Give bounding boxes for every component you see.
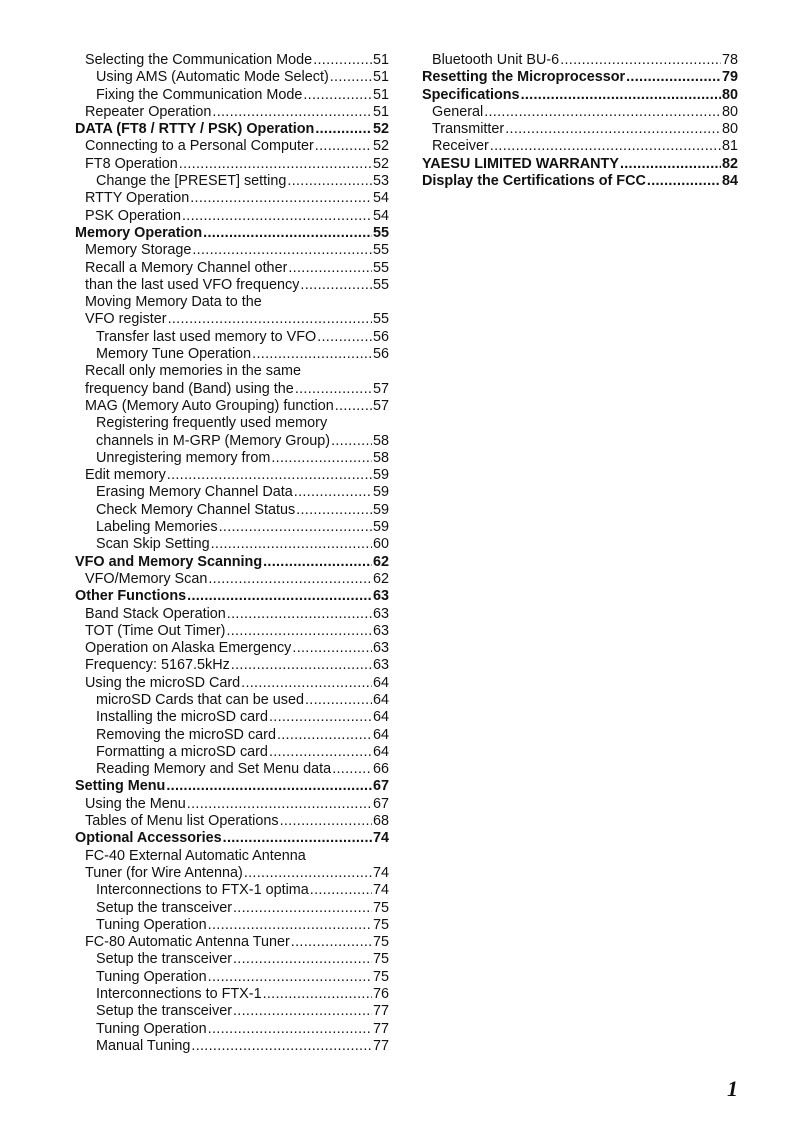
toc-entry-title: Repeater Operation [85,103,212,120]
toc-entry-title: VFO register [85,311,167,328]
toc-entry-title: Using AMS (Automatic Mode Select) [96,69,329,86]
toc-entry-page: 75 [372,899,389,916]
toc-entry-page: 62 [372,570,389,587]
toc-entry-page: 75 [372,934,389,951]
toc-dot-leader [187,588,372,605]
toc-entry [75,571,389,588]
toc-entry-title: frequency band (Band) using the [85,380,294,397]
toc-entry-page: 78 [721,52,738,68]
toc-dot-leader [191,1038,372,1055]
toc-entry [75,190,389,207]
toc-entry [75,934,389,951]
toc-entry-page: 66 [372,761,389,778]
toc-entry-title: Installing the microSD card [96,709,268,726]
toc-dot-leader [300,277,372,294]
toc-dot-leader [187,796,372,813]
toc-dot-leader [269,744,372,761]
toc-entry-page: 80 [721,86,738,103]
toc-entry-page: 64 [372,691,389,708]
toc-dot-leader [287,173,372,190]
toc-entry [75,208,389,225]
toc-entry-page: 77 [372,1020,389,1037]
toc-entry-page: 68 [372,813,389,830]
toc-entry-title: Registering frequently used memory [96,415,328,432]
toc-entry [75,744,389,761]
toc-entry-page: 57 [372,380,389,397]
toc-entry-page: 59 [372,519,389,536]
toc-entry-page: 64 [372,709,389,726]
toc-entry-title: Check Memory Channel Status [96,501,296,518]
toc-entry-page: 53 [372,173,389,190]
toc-entry [75,813,389,830]
toc-section-heading [422,173,738,190]
toc-entry-page: 58 [372,432,389,449]
toc-entry [75,675,389,692]
toc-entry [75,882,389,899]
toc-entry-title: Other Functions [75,588,187,605]
toc-dot-leader [190,190,372,207]
toc-entry-title: Change the [PRESET] setting [96,173,287,190]
toc-entry [75,484,389,501]
toc-dot-leader [168,311,372,328]
toc-entry-title: Bluetooth Unit BU-6 [432,52,560,68]
toc-entry-title: General [432,103,484,120]
toc-entry [422,104,738,121]
toc-entry-page: 51 [372,86,389,103]
toc-dot-leader [263,554,372,571]
toc-entry [75,87,389,104]
toc-entry-title: Selecting the Communication Mode [85,52,313,68]
toc-dot-leader [490,138,721,155]
toc-dot-leader [521,87,721,104]
toc-entry-page: 63 [372,657,389,674]
toc-entry-page: 62 [372,553,389,570]
toc-entry [75,346,389,363]
toc-entry-title: Optional Accessories [75,830,222,847]
toc-entry [75,363,389,380]
toc-dot-leader [263,986,372,1003]
toc-entry [75,173,389,190]
toc-entry-page: 55 [372,259,389,276]
toc-entry-title: Using the microSD Card [85,674,241,691]
toc-dot-leader [484,104,721,121]
toc-entry [75,450,389,467]
toc-entry [75,969,389,986]
toc-dot-leader [231,657,372,674]
toc-entry-page: 82 [721,155,738,172]
toc-dot-leader [277,727,372,744]
toc-entry [75,277,389,294]
toc-dot-leader [182,208,372,225]
toc-entry [75,433,389,450]
toc-dot-leader [332,761,372,778]
toc-entry-title: Transfer last used memory to VFO [96,328,317,345]
toc-entry-title: Edit memory [85,467,166,484]
toc-entry-page: 52 [372,121,389,138]
toc-entry [75,709,389,726]
toc-entry [422,52,738,69]
toc-entry-title: Tuner (for Wire Antenna) [85,864,243,881]
toc-entry-title: Tuning Operation [96,916,207,933]
toc-dot-leader [219,519,372,536]
toc-entry-title: Tuning Operation [96,968,207,985]
toc-column-right [422,52,738,190]
toc-dot-leader [560,52,721,69]
toc-entry-page: 74 [372,864,389,881]
toc-entry-page: 55 [372,224,389,241]
toc-dot-leader [271,450,372,467]
toc-entry-title: Resetting the Microprocessor [422,69,626,86]
toc-entry-title: RTTY Operation [85,190,190,207]
toc-entry-page: 52 [372,138,389,155]
toc-entry-page: 67 [372,795,389,812]
toc-dot-leader [330,69,372,86]
toc-entry [75,865,389,882]
toc-entry-title: Frequency: 5167.5kHz [85,657,230,674]
toc-dot-leader [227,606,372,623]
toc-entry-page: 54 [372,207,389,224]
toc-entry-title: Memory Storage [85,242,192,259]
toc-dot-leader [233,900,372,917]
toc-entry [75,104,389,121]
toc-entry-title: VFO/Memory Scan [85,570,208,587]
toc-entry-page: 67 [372,778,389,795]
toc-dot-leader [505,121,721,138]
toc-entry [75,1038,389,1055]
toc-entry [75,242,389,259]
toc-entry-title: Transmitter [432,121,505,138]
toc-dot-leader [203,225,372,242]
toc-entry-title: TOT (Time Out Timer) [85,622,226,639]
toc-entry [75,727,389,744]
toc-entry [75,69,389,86]
toc-entry-page: 76 [372,986,389,1003]
toc-dot-leader [288,260,372,277]
toc-dot-leader [626,69,721,86]
toc-entry-title: Unregistering memory from [96,449,271,466]
toc-dot-leader [310,882,372,899]
toc-dot-leader [296,502,372,519]
toc-entry-page: 64 [372,674,389,691]
toc-entry-page: 55 [372,242,389,259]
toc-dot-leader [331,433,372,450]
toc-entry [422,121,738,138]
toc-entry [75,606,389,623]
toc-entry-page: 60 [372,536,389,553]
toc-dot-leader [315,138,372,155]
toc-entry-title: MAG (Memory Auto Grouping) function [85,397,334,414]
toc-entry-page: 64 [372,726,389,743]
toc-entry-page: 55 [372,276,389,293]
toc-dot-leader [208,917,372,934]
toc-entry-title: Interconnections to FTX-1 optima [96,882,309,899]
toc-section-heading [75,121,389,138]
toc-dot-leader [647,173,721,190]
toc-entry-title: YAESU LIMITED WARRANTY [422,155,619,172]
toc-entry [75,848,389,865]
toc-entry [75,951,389,968]
toc-dot-leader [208,969,372,986]
toc-section-heading [75,554,389,571]
toc-dot-leader [305,692,372,709]
toc-entry [75,1021,389,1038]
toc-entry [75,900,389,917]
toc-entry-title: Recall a Memory Channel other [85,259,288,276]
toc-entry-page: 51 [372,103,389,120]
toc-entry-page: 79 [721,69,738,86]
toc-entry-page: 56 [372,346,389,363]
toc-entry [75,415,389,432]
toc-entry-title: Labeling Memories [96,519,218,536]
toc-section-heading [422,87,738,104]
toc-entry [75,311,389,328]
toc-entry-page: 84 [721,173,738,190]
toc-dot-leader [212,104,372,121]
toc-section-heading [75,830,389,847]
toc-entry [75,467,389,484]
toc-entry-page: 81 [721,138,738,155]
toc-entry-title: FC-80 Automatic Antenna Tuner [85,934,290,951]
toc-entry-page: 63 [372,622,389,639]
toc-column-left [75,52,389,1055]
toc-entry-title: Specifications [422,86,520,103]
toc-entry-page: 63 [372,605,389,622]
toc-dot-leader [208,1021,372,1038]
toc-entry-title: Reading Memory and Set Menu data [96,761,332,778]
toc-dot-leader [294,484,372,501]
toc-entry [75,640,389,657]
toc-dot-leader [233,1003,372,1020]
toc-entry [75,502,389,519]
toc-section-heading [75,588,389,605]
toc-dot-leader [179,156,372,173]
toc-dot-leader [167,467,372,484]
toc-section-heading [422,156,738,173]
toc-entry-title: Operation on Alaska Emergency [85,640,292,657]
toc-entry [75,536,389,553]
toc-entry-page: 77 [372,1003,389,1020]
toc-entry [75,692,389,709]
toc-entry-title: VFO and Memory Scanning [75,553,263,570]
toc-section-heading [422,69,738,86]
toc-dot-leader [292,640,372,657]
toc-entry [75,623,389,640]
toc-dot-leader [280,813,372,830]
toc-entry [75,260,389,277]
toc-dot-leader [269,709,372,726]
toc-dot-leader [208,571,372,588]
toc-entry [75,398,389,415]
toc-entry [75,761,389,778]
toc-dot-leader [166,778,372,795]
toc-entry-title: Receiver [432,138,489,155]
toc-entry-page: 52 [372,155,389,172]
toc-entry-title: Memory Operation [75,224,203,241]
toc-dot-leader [241,675,372,692]
toc-entry-title: FC-40 External Automatic Antenna [85,847,306,864]
toc-entry-title: Setup the transceiver [96,951,232,968]
toc-entry-title: Interconnections to FTX-1 [96,986,262,1003]
toc-dot-leader [192,242,372,259]
toc-dot-leader [313,52,372,69]
toc-dot-leader [252,346,372,363]
toc-entry-title: PSK Operation [85,207,181,224]
toc-dot-leader [335,398,372,415]
toc-entry-title: Scan Skip Setting [96,536,210,553]
toc-entry-page: 74 [372,882,389,899]
toc-entry-page: 51 [372,52,389,68]
toc-entry-title: microSD Cards that can be used [96,691,304,708]
toc-dot-leader [226,623,372,640]
toc-entry-page: 58 [372,449,389,466]
toc-entry-title: Setup the transceiver [96,1003,232,1020]
toc-entry-page: 59 [372,467,389,484]
toc-entry [75,796,389,813]
toc-entry-page: 74 [372,830,389,847]
toc-dot-leader [211,536,372,553]
toc-entry-title: Manual Tuning [96,1037,191,1054]
toc-entry-page: 75 [372,951,389,968]
toc-entry [75,329,389,346]
toc-section-heading [75,225,389,242]
toc-entry-page: 57 [372,397,389,414]
toc-entry [75,657,389,674]
toc-entry [75,52,389,69]
toc-entry-page: 59 [372,484,389,501]
toc-entry-page: 51 [372,69,389,86]
toc-dot-leader [291,934,372,951]
toc-entry-title: Memory Tune Operation [96,346,252,363]
page-number: 1 [727,1076,738,1101]
toc-entry [75,156,389,173]
toc-dot-leader [303,87,372,104]
toc-dot-leader [620,156,721,173]
toc-dot-leader [244,865,372,882]
toc-entry-page: 63 [372,588,389,605]
toc-entry-title: DATA (FT8 / RTTY / PSK) Operation [75,121,315,138]
toc-entry [75,1003,389,1020]
toc-entry [75,519,389,536]
toc-entry-page: 75 [372,968,389,985]
toc-entry-title: FT8 Operation [85,155,178,172]
toc-dot-leader [295,381,372,398]
toc-section-heading [75,778,389,795]
toc-entry-title: Fixing the Communication Mode [96,86,303,103]
toc-entry-title: Removing the microSD card [96,726,276,743]
toc-entry [75,381,389,398]
toc-entry-title: Setting Menu [75,778,166,795]
toc-entry-title: Formatting a microSD card [96,743,268,760]
toc-entry [75,986,389,1003]
toc-dot-leader [317,329,372,346]
toc-entry-page: 75 [372,916,389,933]
toc-entry-page: 59 [372,501,389,518]
toc-entry [75,294,389,311]
toc-entry-title: Using the Menu [85,795,186,812]
toc-entry-title: Connecting to a Personal Computer [85,138,314,155]
toc-dot-leader [223,830,372,847]
toc-entry [75,138,389,155]
toc-entry-title: channels in M-GRP (Memory Group) [96,432,331,449]
toc-dot-leader [233,951,372,968]
toc-entry-page: 55 [372,311,389,328]
toc-entry-page: 56 [372,328,389,345]
toc-entry-title: Recall only memories in the same [85,363,301,380]
toc-entry-title: Tables of Menu list Operations [85,813,279,830]
toc-entry-page: 77 [372,1037,389,1054]
toc-entry-title: Tuning Operation [96,1020,207,1037]
toc-entry-title: Moving Memory Data to the [85,294,262,311]
toc-entry-title: Display the Certifications of FCC [422,173,646,190]
toc-entry-page: 80 [721,121,738,138]
toc-entry-page: 80 [721,103,738,120]
toc-entry-title: Setup the transceiver [96,899,232,916]
toc-entry-page: 54 [372,190,389,207]
toc-entry [75,917,389,934]
toc-entry-title: Erasing Memory Channel Data [96,484,293,501]
toc-entry-page: 63 [372,640,389,657]
toc-entry-page: 64 [372,743,389,760]
toc-entry-title: than the last used VFO frequency [85,276,300,293]
toc-dot-leader [315,121,372,138]
toc-entry [422,138,738,155]
toc-entry-title: Band Stack Operation [85,605,226,622]
